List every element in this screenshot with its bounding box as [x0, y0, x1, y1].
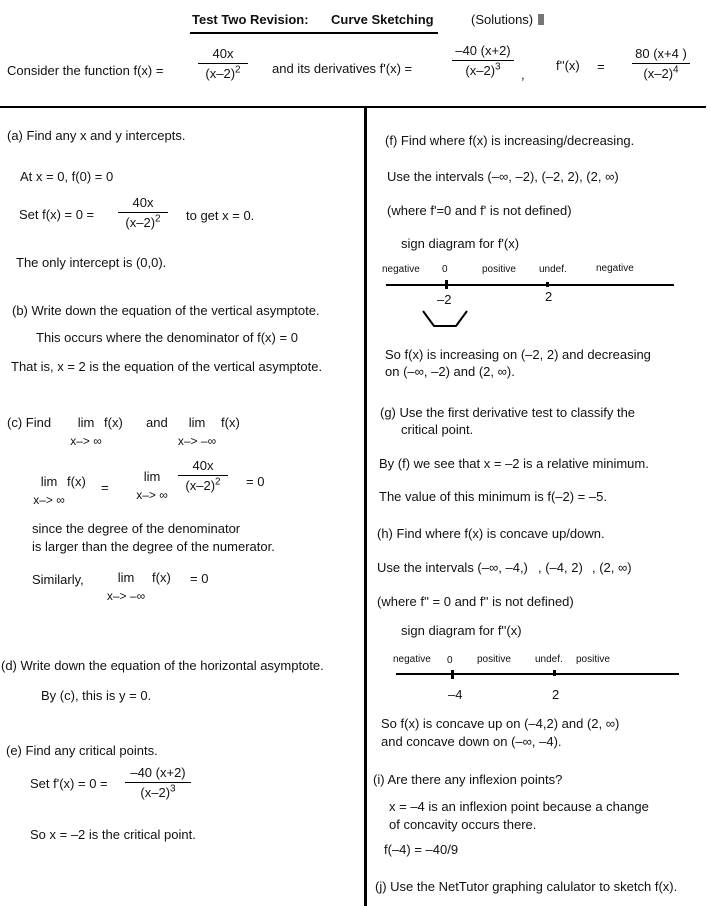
fraction-fprime: $\frac{-40 (x+2)}{(x-2)^3}$: [452, 44, 514, 77]
sd2-tick-2: [553, 670, 556, 676]
sd2-tick-label-1: –4: [448, 687, 463, 702]
question-f: (f) Find where f(x) is increasing/decreasing.: [385, 133, 635, 148]
question-g-2: critical point.: [401, 422, 474, 437]
h-line-2: (where f'' = 0 and f'' is not defined): [377, 594, 574, 609]
limit-neg-inf: lim x–> –∞: [177, 415, 217, 448]
i-line-2: of concavity occurs there.: [389, 817, 537, 832]
fdoubleprime-label: f''(x): [556, 58, 580, 73]
limit-similar: lim x–> –∞: [106, 570, 146, 603]
limit-eval: lim x–> ∞: [33, 474, 65, 507]
a-line-1: At x = 0, f(0) = 0: [20, 169, 114, 184]
c-result: = 0: [246, 474, 265, 489]
c-result-2: = 0: [190, 571, 209, 586]
sd2-tick-label-2: 2: [552, 687, 560, 702]
i-line-1: x = –4 is an inflexion point because a change: [389, 799, 649, 814]
sd2-label-undef: undef.: [535, 654, 563, 665]
a-line-3: to get x = 0.: [186, 208, 255, 223]
g-line-1: By (f) we see that x = –2 is a relative minimum.: [379, 456, 649, 471]
question-c: (c) Find: [7, 415, 52, 430]
sd2-axis: [396, 673, 679, 675]
h-line-4: So f(x) is concave up on (–4,2) and (2, ∞): [381, 716, 620, 731]
a-line-2: Set f(x) = 0 =: [19, 207, 95, 222]
b-line-2: That is, x = 2 is the equation of the vertical asymptote.: [11, 359, 323, 374]
fraction-c: $\frac{40x}{(x-2)^2}$: [178, 459, 228, 492]
f-line-4: So f(x) is increasing on (–2, 2) and decreasing: [385, 347, 651, 362]
f-line-5: on (–∞, –2) and (2, ∞).: [385, 364, 515, 379]
fraction-fdoubleprime: $\frac{80 (x+4 )}{(x-2)^4}$: [632, 47, 690, 80]
c-and: and: [146, 415, 168, 430]
g-line-2: The value of this minimum is f(–2) = –5.: [379, 489, 607, 504]
d-line-1: By (c), this is y = 0.: [41, 688, 152, 703]
sd1-tick-label-1: –2: [437, 292, 452, 307]
fraction-e: $\frac{-40 (x+2)}{(x-2)^3}$: [125, 766, 191, 799]
sd1-label-negative-2: negative: [596, 263, 634, 274]
sd1-label-negative: negative: [382, 264, 420, 275]
minimum-shape-icon: [420, 308, 470, 330]
e-line-1: Set f'(x) = 0 =: [30, 776, 108, 791]
derivatives-intro: and its derivatives f'(x) =: [272, 61, 413, 76]
f-line-1: Use the intervals (–∞, –2), (–2, 2), (2, ∞): [387, 169, 619, 184]
c-fx-4: f(x): [152, 570, 171, 585]
h-line-1a: Use the intervals (–∞, –4,): [377, 560, 528, 575]
c-similarly: Similarly,: [32, 572, 84, 587]
sd1-tick-1: [445, 280, 448, 289]
sd1-axis: [386, 284, 674, 286]
solutions-label: (Solutions): [471, 12, 534, 27]
question-h: (h) Find where f(x) is concave up/down.: [377, 526, 605, 541]
c-line-1: since the degree of the denominator: [32, 521, 241, 536]
question-d: (d) Write down the equation of the horizontal asymptote.: [1, 658, 324, 673]
b-line-1: This occurs where the denominator of f(x) = 0: [36, 330, 298, 345]
c-equals: =: [101, 480, 109, 495]
fraction-a: $\frac{40x}{(x-2)^2}$: [118, 196, 168, 229]
e-line-2: So x = –2 is the critical point.: [30, 827, 196, 842]
question-a: (a) Find any x and y intercepts.: [7, 128, 186, 143]
question-e: (e) Find any critical points.: [6, 743, 158, 758]
c-fx-3: f(x): [67, 474, 86, 489]
sd2-label-positive-2: positive: [576, 654, 610, 665]
h-line-1b: , (–4, 2): [538, 560, 583, 575]
sd1-tick-label-2: 2: [545, 289, 553, 304]
cursor-marker: [538, 14, 544, 25]
function-intro: Consider the function f(x) =: [7, 63, 164, 78]
sd2-tick-1: [451, 670, 454, 679]
sd2-label-zero: 0: [447, 655, 453, 666]
equals-sign: =: [597, 59, 605, 74]
a-line-4: The only intercept is (0,0).: [16, 255, 167, 270]
limit-pos-inf: lim x–> ∞: [70, 415, 102, 448]
i-line-3: f(–4) = –40/9: [384, 842, 459, 857]
page-subtitle: Curve Sketching: [331, 12, 434, 27]
sd1-tick-2: [546, 282, 549, 287]
column-divider: [364, 108, 367, 906]
c-fx-2: f(x): [221, 415, 240, 430]
c-fx-1: f(x): [104, 415, 123, 430]
limit-eval-2: lim x–> ∞: [136, 469, 168, 502]
comma: ,: [521, 67, 525, 82]
h-line-3: sign diagram for f''(x): [401, 623, 522, 638]
fraction-f: $\frac{40x}{(x-2)^2}$: [198, 47, 248, 80]
page-title: Test Two Revision:: [192, 12, 309, 27]
sd1-label-zero: 0: [442, 264, 448, 275]
sd2-label-negative: negative: [393, 654, 431, 665]
h-line-1c: , (2, ∞): [592, 560, 632, 575]
f-line-3: sign diagram for f'(x): [401, 236, 520, 251]
sd1-label-positive: positive: [482, 264, 516, 275]
f-line-2: (where f'=0 and f' is not defined): [387, 203, 572, 218]
title-underline: [190, 32, 438, 34]
question-i: (i) Are there any inflexion points?: [373, 772, 563, 787]
h-line-5: and concave down on (–∞, –4).: [381, 734, 562, 749]
sd2-label-positive: positive: [477, 654, 511, 665]
header-divider: [0, 106, 706, 108]
c-line-2: is larger than the degree of the numerator.: [32, 539, 275, 554]
question-g-1: (g) Use the first derivative test to classify the: [380, 405, 636, 420]
question-b: (b) Write down the equation of the vertical asymptote.: [12, 303, 320, 318]
sd1-label-undef: undef.: [539, 264, 567, 275]
question-j: (j) Use the NetTutor graphing calulator to sketch f(x).: [375, 879, 678, 894]
